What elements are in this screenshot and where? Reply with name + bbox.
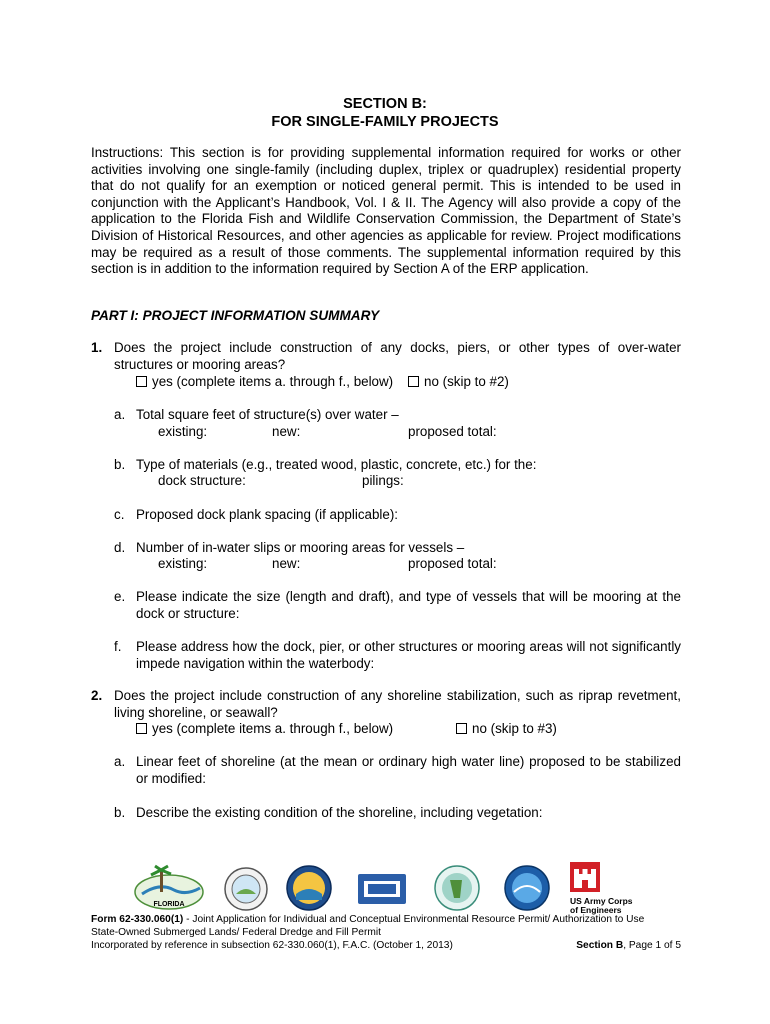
q1a-text: Total square feet of structure(s) over water –: [136, 407, 399, 422]
q1d-text: Number of in-water slips or mooring areas for vessels –: [136, 540, 465, 555]
part1-heading: PART I: PROJECT INFORMATION SUMMARY: [91, 308, 380, 323]
q1-no-option[interactable]: [408, 374, 509, 389]
section-title: SECTION B:: [343, 96, 427, 112]
agency-seal-1-icon: [222, 866, 270, 912]
section-subtitle: FOR SINGLE-FAMILY PROJECTS: [271, 114, 499, 130]
q2a-letter: a.: [114, 754, 126, 769]
q2a-text[interactable]: Linear feet of shoreline (at the mean or ordinary high water line) proposed to be stabilized or modified:: [136, 754, 681, 786]
q1a-existing-field[interactable]: existing:: [158, 424, 208, 439]
q1d-new-field[interactable]: new:: [272, 556, 301, 571]
q1-no-label: no (skip to #2): [424, 374, 509, 389]
q2-no-label: no (skip to #3): [472, 721, 557, 736]
footer-form-title: - Joint Application for Individual and Conceptual Environmental Resource Permit/ Authorization to Use: [183, 914, 645, 925]
footer-incorporated: Incorporated by reference in subsection 62-330.060(1), F.A.C. (October 1, 2013): [91, 940, 453, 951]
q1b-dock-structure-field[interactable]: dock structure:: [158, 473, 246, 488]
q1b-letter: b.: [114, 457, 126, 472]
q1c-letter: c.: [114, 507, 125, 522]
agency-seal-4-icon: [432, 864, 482, 912]
q1a-letter: a.: [114, 407, 126, 422]
footer-page-number: Section B, Page 1 of 5: [576, 940, 681, 951]
q2-yes-checkbox[interactable]: [136, 723, 147, 734]
footer-line2: State-Owned Submerged Lands/ Federal Dredge and Fill Permit: [91, 927, 381, 938]
q2-number: 2.: [91, 688, 103, 703]
q1a-new-field[interactable]: new:: [272, 424, 301, 439]
q1f-letter: f.: [114, 639, 122, 654]
usace-label: US Army Corps of Engineers: [570, 896, 633, 915]
q1e-text[interactable]: Please indicate the size (length and draft), and type of vessels that will be mooring at the dock or structure:: [136, 589, 681, 621]
q1e-letter: e.: [114, 589, 126, 604]
usace-castle-icon: [570, 862, 600, 892]
q1-yes-label: yes (complete items a. through f., below): [152, 374, 394, 389]
q1b-text: Type of materials (e.g., treated wood, plastic, concrete, etc.) for the:: [136, 457, 537, 472]
q2-yes-option[interactable]: [136, 721, 393, 736]
q1d-letter: d.: [114, 540, 126, 555]
q1d-existing-field[interactable]: existing:: [158, 556, 208, 571]
q1b-pilings-field[interactable]: pilings:: [362, 473, 404, 488]
q2b-letter: b.: [114, 805, 126, 820]
instructions-paragraph: Instructions: This section is for providing supplemental information required for works or other activities involving one single-family (including duplex, triplex or quadruplex) residential property that do not qualify for an exemption or noticed general permit. This is intended to be used in conjunction with the Applicant’s Handbook, Vol. I & II. The Agency will also provide a copy of the application to the Florida Fish and Wildlife Conservation Commission, the Department of State’s Division of Historical Resources, and other agencies as applicable for review. Project modifications may be required as a result of those comments. The supplemental information required by this section is in addition to the information required by Section A of the ERP application.: [91, 145, 681, 277]
footer-line3: [91, 940, 681, 951]
q1c-text[interactable]: Proposed dock plank spacing (if applicable):: [136, 507, 399, 522]
q1f-text[interactable]: Please address how the dock, pier, or other structures or mooring areas will not significantly impede navigation within the waterbody:: [136, 639, 681, 671]
q2-no-checkbox[interactable]: [456, 723, 467, 734]
florida-logo-label: FLORIDA: [153, 901, 185, 908]
q2-no-option[interactable]: [456, 721, 557, 736]
florida-logo: [130, 862, 208, 912]
q2b-text[interactable]: Describe the existing condition of the shoreline, including vegetation:: [136, 805, 543, 820]
footer-line1: [91, 914, 681, 925]
footer-form-id: Form 62-330.060(1): [91, 914, 184, 925]
q1-yes-option[interactable]: [136, 374, 393, 389]
q1-yes-checkbox[interactable]: [136, 376, 147, 387]
q1a-total-field[interactable]: proposed total:: [408, 424, 497, 439]
q2-text: Does the project include construction of any shoreline stabilization, such as riprap revetment, living shoreline, or seawall?: [114, 688, 681, 720]
agency-logo-3-icon: [356, 872, 408, 906]
q1-text: Does the project include construction of any docks, piers, or other types of over-water structures or mooring areas?: [114, 340, 681, 372]
q2-yes-label: yes (complete items a. through f., below): [152, 721, 394, 736]
q1-number: 1.: [91, 340, 103, 355]
q1-no-checkbox[interactable]: [408, 376, 419, 387]
q1d-total-field[interactable]: proposed total:: [408, 556, 497, 571]
agency-seal-2-icon: [284, 864, 334, 912]
agency-seal-5-icon: [502, 864, 552, 912]
